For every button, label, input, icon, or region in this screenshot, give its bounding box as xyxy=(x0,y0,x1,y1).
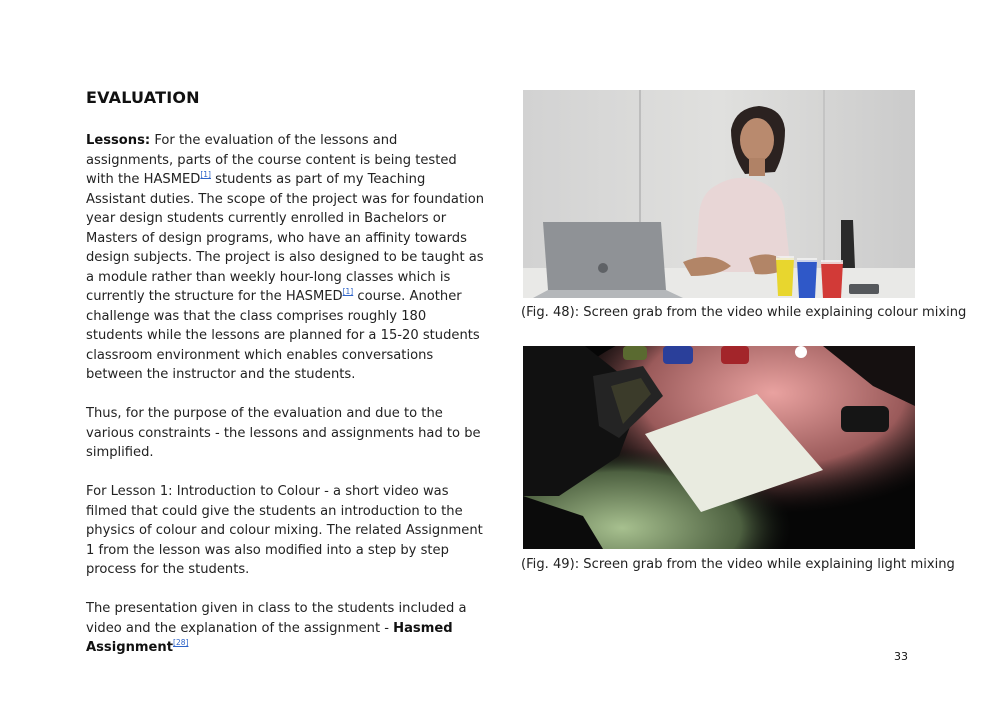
footnote-link[interactable]: [1] xyxy=(200,170,211,179)
footnote-link[interactable]: [1] xyxy=(342,287,354,296)
footnote-link[interactable]: [28] xyxy=(173,638,189,647)
figure-49-caption: (Fig. 49): Screen grab from the video while explaining light mixing xyxy=(521,557,955,572)
paragraph-lessons xyxy=(86,131,486,385)
paragraph-text: The presentation given in class to the students included a video and the explanation of the assignment - xyxy=(86,601,467,636)
paragraph-constraints: Thus, for the purpose of the evaluation and due to the various constraints - the lessons and assignments had to be simplified. xyxy=(86,406,481,460)
body-text xyxy=(86,131,486,677)
paragraph-text: For the evaluation of the lessons and assignments, parts of the course content is being tested with the HASMED xyxy=(86,133,457,187)
paragraph-lesson-1: For Lesson 1: Introduction to Colour - a short video was filmed that could give the students an introduction to the physics of colour and colour mixing. The related Assignment 1 from the lesson was also modified into a step by step process for the students. xyxy=(86,484,483,577)
light-mixing-photo xyxy=(523,346,915,549)
page-heading: EVALUATION xyxy=(86,88,200,107)
figure-49-image xyxy=(523,346,915,549)
colour-mixing-photo xyxy=(523,90,915,298)
page-number: 33 xyxy=(894,650,908,663)
figure-48-image xyxy=(523,90,915,298)
figure-48-caption: (Fig. 48): Screen grab from the video while explaining colour mixing xyxy=(521,305,967,320)
paragraph-presentation xyxy=(86,599,486,658)
lessons-lead: Lessons: xyxy=(86,133,151,148)
paragraph-text: course. Another challenge was that the class comprises roughly 180 students while the lessons are planned for a 15-20 students classroom environment which enables conversations between the instructor and the students. xyxy=(86,289,480,382)
paragraph-text: students as part of my Teaching Assistant duties. The scope of the project was for foundation year design students currently enrolled in Bachelors or Masters of design programs, who have an affinity towards design subjects. The project is also designed to be taught as a module rather than weekly hour-long classes which is currently the structure for the HASMED xyxy=(86,172,485,304)
hasmed-assignment-label: Hasmed Assignment xyxy=(86,620,453,655)
